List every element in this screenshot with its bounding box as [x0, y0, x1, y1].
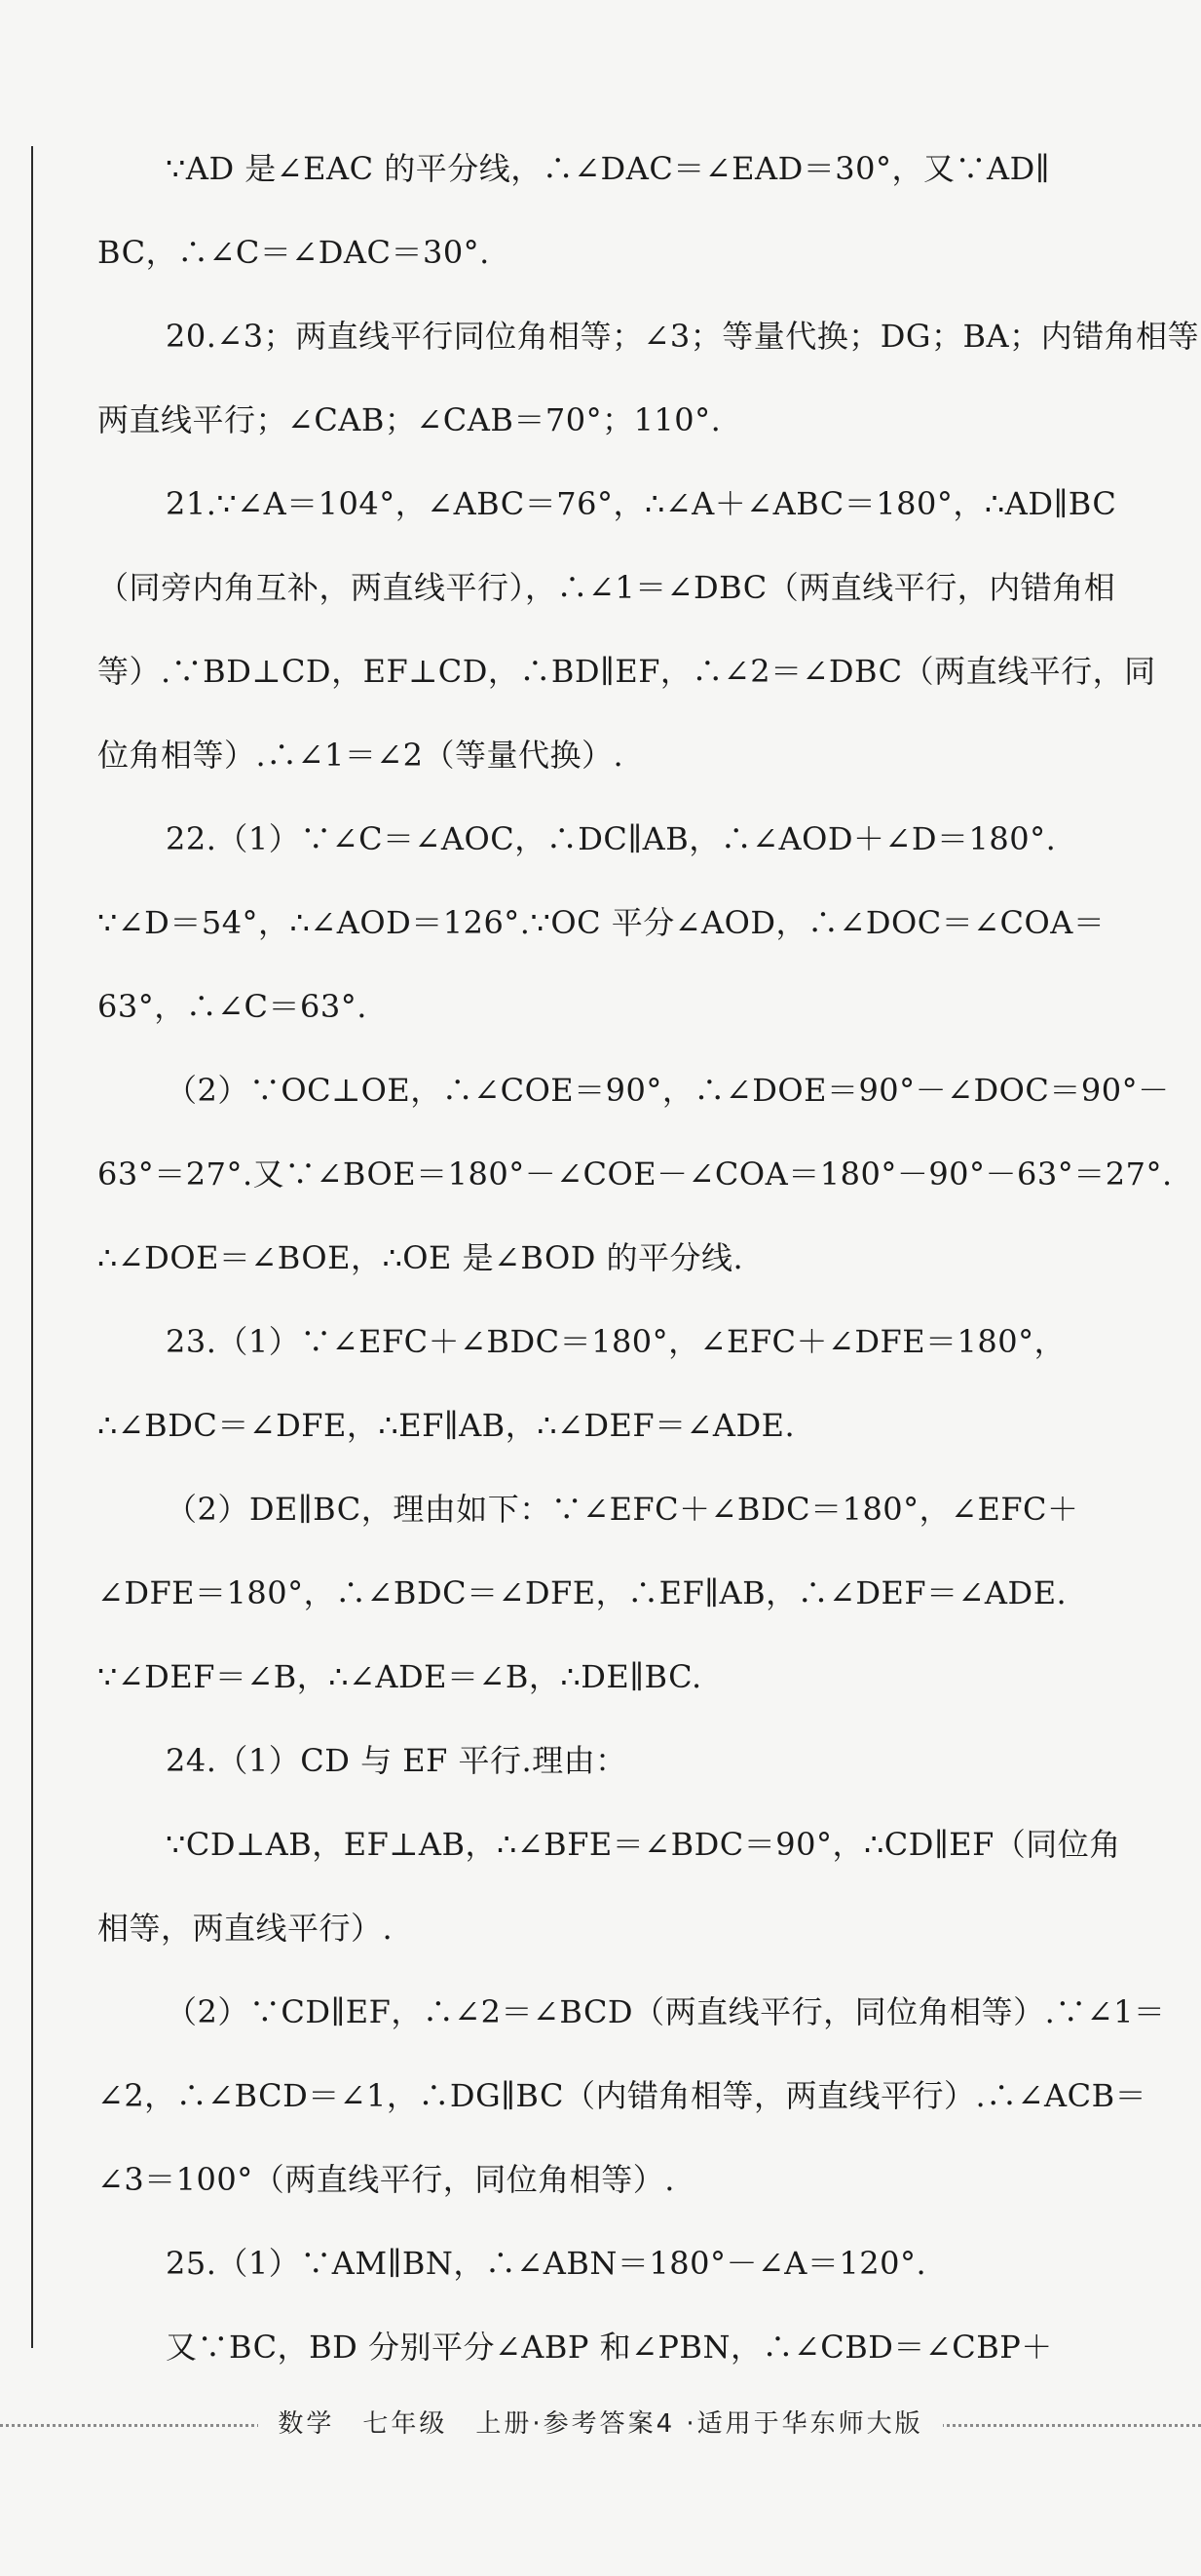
footer-text: 数学 七年级 上册·参考答案4 ·适用于华东师大版 [258, 2405, 942, 2443]
text-line: （2）∵OC⊥OE，∴∠COE＝90°，∴∠DOE＝90°－∠DOC＝90°－ [166, 1072, 1170, 1109]
text-line: 等）.∵BD⊥CD，EF⊥CD，∴BD∥EF，∴∠2＝∠DBC（两直线平行，同 [97, 653, 1156, 690]
text-line: ∠3＝100°（两直线平行，同位角相等）. [97, 2161, 675, 2198]
text-line: 21.∵∠A＝104°，∠ABC＝76°，∴∠A＋∠ABC＝180°，∴AD∥BC [166, 485, 1117, 522]
text-line: （2）∵CD∥EF，∴∠2＝∠BCD（两直线平行，同位角相等）.∵∠1＝ [166, 1993, 1166, 2030]
text-line: ∵CD⊥AB，EF⊥AB，∴∠BFE＝∠BDC＝90°，∴CD∥EF（同位角 [166, 1826, 1121, 1863]
text-line: 63°＝27°.又∵∠BOE＝180°－∠COE－∠COA＝180°－90°－63°＝27°. [97, 1155, 1173, 1193]
text-line: 25.（1）∵AM∥BN，∴∠ABN＝180°－∠A＝120°. [166, 2245, 927, 2282]
text-line: 24.（1）CD 与 EF 平行.理由： [166, 1742, 627, 1779]
left-margin-rule [31, 146, 33, 2348]
text-line: ∵∠D＝54°，∴∠AOD＝126°.∵OC 平分∠AOD，∴∠DOC＝∠COA＝ [97, 904, 1106, 941]
page-footer [0, 2405, 1201, 2443]
text-line: ∵AD 是∠EAC 的平分线，∴∠DAC＝∠EAD＝30°，又∵AD∥ [166, 150, 1051, 187]
text-line: ∵∠DEF＝∠B，∴∠ADE＝∠B，∴DE∥BC. [97, 1658, 702, 1695]
text-line: ∴∠BDC＝∠DFE，∴EF∥AB，∴∠DEF＝∠ADE. [97, 1407, 796, 1444]
text-line: 相等，两直线平行）. [97, 1910, 394, 1947]
text-line: 两直线平行；∠CAB；∠CAB＝70°；110°. [97, 401, 722, 438]
text-line: 22.（1）∵∠C＝∠AOC，∴DC∥AB，∴∠AOD＋∠D＝180°. [166, 820, 1057, 857]
text-line: ∠2，∴∠BCD＝∠1，∴DG∥BC（内错角相等，两直线平行）.∴∠ACB＝ [97, 2077, 1147, 2114]
text-line: （同旁内角互补，两直线平行），∴∠1＝∠DBC（两直线平行，内错角相 [97, 569, 1116, 606]
text-line: ∠DFE＝180°，∴∠BDC＝∠DFE，∴EF∥AB，∴∠DEF＝∠ADE. [97, 1574, 1068, 1611]
text-line: ∴∠DOE＝∠BOE，∴OE 是∠BOD 的平分线. [97, 1239, 744, 1276]
text-line: 位角相等）.∴∠1＝∠2（等量代换）. [97, 737, 624, 774]
text-line: 63°，∴∠C＝63°. [97, 988, 367, 1025]
text-line: BC，∴∠C＝∠DAC＝30°. [97, 234, 490, 271]
text-line: 23.（1）∵∠EFC＋∠BDC＝180°，∠EFC＋∠DFE＝180°， [166, 1323, 1067, 1360]
text-line: 又∵BC，BD 分别平分∠ABP 和∠PBN，∴∠CBD＝∠CBP＋ [166, 2329, 1053, 2366]
answer-text-body [97, 127, 1200, 2389]
text-line: 20.∠3；两直线平行同位角相等；∠3；等量代换；DG；BA；内错角相等 [166, 318, 1200, 355]
text-line: （2）DE∥BC，理由如下：∵∠EFC＋∠BDC＝180°，∠EFC＋ [166, 1491, 1079, 1528]
